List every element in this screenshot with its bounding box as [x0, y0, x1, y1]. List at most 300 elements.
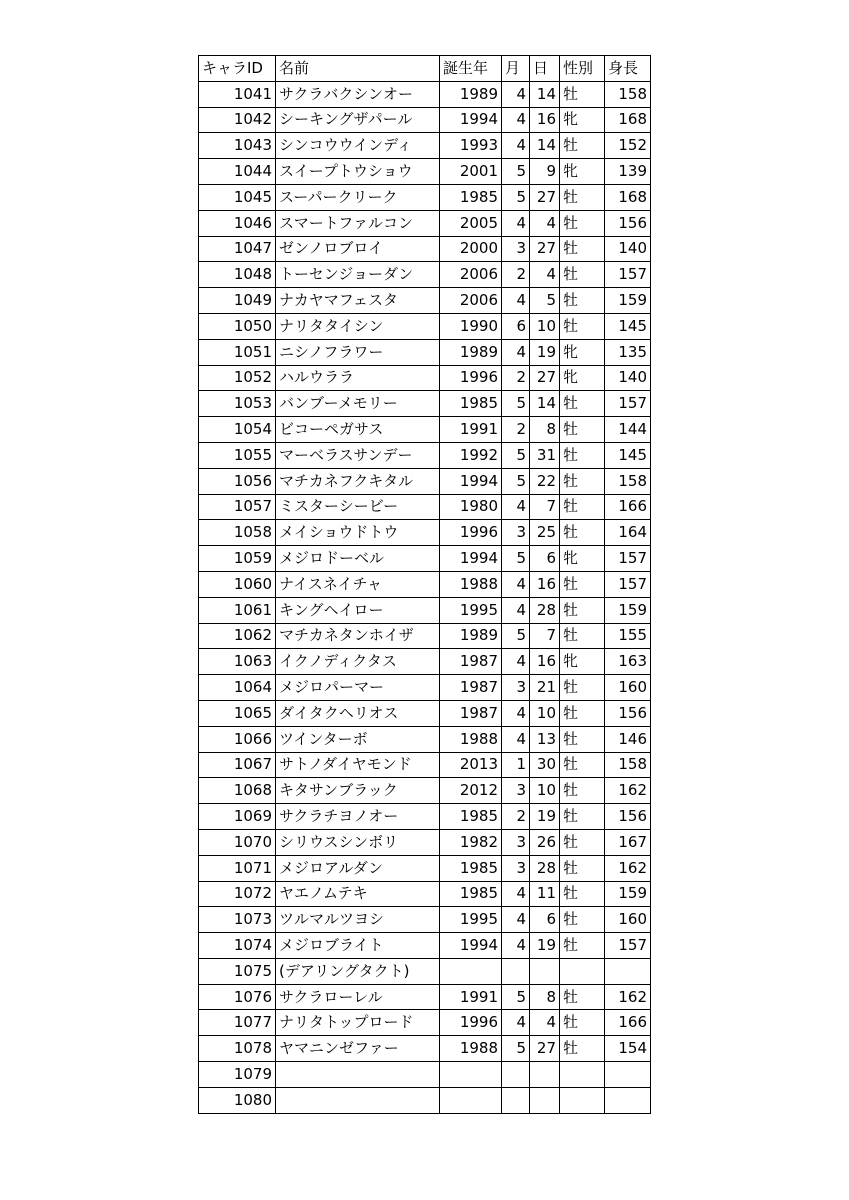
- day-cell[interactable]: 7: [530, 494, 560, 520]
- height-cell[interactable]: 145: [605, 313, 651, 339]
- month-cell[interactable]: 3: [502, 855, 530, 881]
- month-cell[interactable]: [502, 958, 530, 984]
- day-cell[interactable]: 14: [530, 133, 560, 159]
- birth-year-cell[interactable]: 1994: [440, 546, 502, 572]
- name-cell[interactable]: ダイタクヘリオス: [276, 700, 440, 726]
- header-cell-id[interactable]: キャラID: [199, 56, 276, 82]
- height-cell[interactable]: 159: [605, 597, 651, 623]
- day-cell[interactable]: 27: [530, 365, 560, 391]
- sex-cell[interactable]: 牝: [560, 339, 605, 365]
- name-cell[interactable]: ヤマニンゼファー: [276, 1036, 440, 1062]
- id-cell[interactable]: 1058: [199, 520, 276, 546]
- birth-year-cell[interactable]: 1987: [440, 649, 502, 675]
- header-cell-month[interactable]: 月: [502, 56, 530, 82]
- id-cell[interactable]: 1068: [199, 778, 276, 804]
- id-cell[interactable]: 1075: [199, 958, 276, 984]
- table-row: [199, 365, 651, 391]
- table-row: [199, 159, 651, 185]
- birth-year-cell[interactable]: 2006: [440, 288, 502, 314]
- month-cell[interactable]: 4: [502, 933, 530, 959]
- day-cell[interactable]: 27: [530, 236, 560, 262]
- id-cell[interactable]: 1070: [199, 829, 276, 855]
- day-cell[interactable]: 16: [530, 571, 560, 597]
- height-cell[interactable]: 160: [605, 675, 651, 701]
- sex-cell[interactable]: 牝: [560, 649, 605, 675]
- sex-cell[interactable]: 牡: [560, 1036, 605, 1062]
- month-cell[interactable]: 4: [502, 726, 530, 752]
- name-cell[interactable]: ハルウララ: [276, 365, 440, 391]
- height-cell[interactable]: 157: [605, 933, 651, 959]
- name-cell[interactable]: シリウスシンボリ: [276, 829, 440, 855]
- day-cell[interactable]: 4: [530, 210, 560, 236]
- id-cell[interactable]: 1053: [199, 391, 276, 417]
- id-cell[interactable]: 1080: [199, 1087, 276, 1113]
- height-cell[interactable]: 140: [605, 236, 651, 262]
- id-cell[interactable]: 1052: [199, 365, 276, 391]
- sex-cell[interactable]: 牝: [560, 365, 605, 391]
- table-row: [199, 726, 651, 752]
- month-cell[interactable]: 4: [502, 288, 530, 314]
- table-row: [199, 339, 651, 365]
- sex-cell[interactable]: [560, 958, 605, 984]
- month-cell[interactable]: 4: [502, 571, 530, 597]
- day-cell[interactable]: 28: [530, 855, 560, 881]
- id-cell[interactable]: 1057: [199, 494, 276, 520]
- name-cell[interactable]: シーキングザパール: [276, 107, 440, 133]
- name-cell[interactable]: ナリタタイシン: [276, 313, 440, 339]
- height-cell[interactable]: 168: [605, 107, 651, 133]
- height-cell[interactable]: 164: [605, 520, 651, 546]
- day-cell[interactable]: 7: [530, 623, 560, 649]
- day-cell[interactable]: 11: [530, 881, 560, 907]
- height-cell[interactable]: 156: [605, 700, 651, 726]
- id-cell[interactable]: 1056: [199, 468, 276, 494]
- sex-cell[interactable]: 牡: [560, 829, 605, 855]
- month-cell[interactable]: 3: [502, 778, 530, 804]
- id-cell[interactable]: 1047: [199, 236, 276, 262]
- name-cell[interactable]: ナリタトップロード: [276, 1010, 440, 1036]
- header-cell-height[interactable]: 身長: [605, 56, 651, 82]
- birth-year-cell[interactable]: [440, 1062, 502, 1088]
- sex-cell[interactable]: 牡: [560, 417, 605, 443]
- birth-year-cell[interactable]: 1985: [440, 391, 502, 417]
- id-cell[interactable]: 1050: [199, 313, 276, 339]
- sex-cell[interactable]: 牡: [560, 391, 605, 417]
- height-cell[interactable]: 168: [605, 184, 651, 210]
- name-cell[interactable]: メイショウドトウ: [276, 520, 440, 546]
- sex-cell[interactable]: 牡: [560, 210, 605, 236]
- birth-year-cell[interactable]: 2013: [440, 752, 502, 778]
- table-row: [199, 623, 651, 649]
- day-cell[interactable]: 30: [530, 752, 560, 778]
- height-cell[interactable]: 158: [605, 81, 651, 107]
- name-cell[interactable]: (デアリングタクト): [276, 958, 440, 984]
- month-cell[interactable]: 4: [502, 649, 530, 675]
- height-cell[interactable]: 162: [605, 778, 651, 804]
- name-cell[interactable]: [276, 1087, 440, 1113]
- sex-cell[interactable]: 牡: [560, 468, 605, 494]
- name-cell[interactable]: ニシノフラワー: [276, 339, 440, 365]
- sex-cell[interactable]: 牝: [560, 159, 605, 185]
- sex-cell[interactable]: 牡: [560, 855, 605, 881]
- name-cell[interactable]: ツルマルツヨシ: [276, 907, 440, 933]
- birth-year-cell[interactable]: 1989: [440, 339, 502, 365]
- month-cell[interactable]: 2: [502, 365, 530, 391]
- month-cell[interactable]: 4: [502, 107, 530, 133]
- birth-year-cell[interactable]: 1988: [440, 726, 502, 752]
- name-cell[interactable]: メジロパーマー: [276, 675, 440, 701]
- header-cell-birth-year[interactable]: 誕生年: [440, 56, 502, 82]
- day-cell[interactable]: 8: [530, 984, 560, 1010]
- sex-cell[interactable]: 牡: [560, 236, 605, 262]
- day-cell[interactable]: 13: [530, 726, 560, 752]
- height-cell[interactable]: 156: [605, 804, 651, 830]
- month-cell[interactable]: 2: [502, 262, 530, 288]
- height-cell[interactable]: 144: [605, 417, 651, 443]
- month-cell[interactable]: 3: [502, 520, 530, 546]
- birth-year-cell[interactable]: 2000: [440, 236, 502, 262]
- name-cell[interactable]: キングヘイロー: [276, 597, 440, 623]
- day-cell[interactable]: 5: [530, 288, 560, 314]
- sex-cell[interactable]: 牡: [560, 571, 605, 597]
- height-cell[interactable]: 140: [605, 365, 651, 391]
- height-cell[interactable]: 152: [605, 133, 651, 159]
- month-cell[interactable]: 5: [502, 1036, 530, 1062]
- name-cell[interactable]: スイープトウショウ: [276, 159, 440, 185]
- month-cell[interactable]: 4: [502, 133, 530, 159]
- height-cell[interactable]: 139: [605, 159, 651, 185]
- id-cell[interactable]: 1044: [199, 159, 276, 185]
- birth-year-cell[interactable]: 1987: [440, 675, 502, 701]
- month-cell[interactable]: [502, 1062, 530, 1088]
- day-cell[interactable]: 16: [530, 107, 560, 133]
- day-cell[interactable]: 10: [530, 778, 560, 804]
- month-cell[interactable]: 4: [502, 881, 530, 907]
- table-row: [199, 133, 651, 159]
- table-row: [199, 958, 651, 984]
- height-cell[interactable]: 157: [605, 546, 651, 572]
- height-cell[interactable]: 145: [605, 442, 651, 468]
- height-cell[interactable]: [605, 958, 651, 984]
- id-cell[interactable]: 1041: [199, 81, 276, 107]
- month-cell[interactable]: 5: [502, 546, 530, 572]
- sex-cell[interactable]: [560, 1087, 605, 1113]
- sex-cell[interactable]: 牡: [560, 623, 605, 649]
- day-cell[interactable]: 10: [530, 700, 560, 726]
- id-cell[interactable]: 1065: [199, 700, 276, 726]
- height-cell[interactable]: 157: [605, 262, 651, 288]
- birth-year-cell[interactable]: [440, 1087, 502, 1113]
- birth-year-cell[interactable]: 1980: [440, 494, 502, 520]
- name-cell[interactable]: トーセンジョーダン: [276, 262, 440, 288]
- day-cell[interactable]: 21: [530, 675, 560, 701]
- height-cell[interactable]: 156: [605, 210, 651, 236]
- sex-cell[interactable]: 牝: [560, 546, 605, 572]
- day-cell[interactable]: 28: [530, 597, 560, 623]
- birth-year-cell[interactable]: 2001: [440, 159, 502, 185]
- height-cell[interactable]: 158: [605, 468, 651, 494]
- id-cell[interactable]: 1079: [199, 1062, 276, 1088]
- day-cell[interactable]: 26: [530, 829, 560, 855]
- name-cell[interactable]: サクラバクシンオー: [276, 81, 440, 107]
- month-cell[interactable]: 4: [502, 907, 530, 933]
- header-cell-sex[interactable]: 性別: [560, 56, 605, 82]
- day-cell[interactable]: [530, 1087, 560, 1113]
- day-cell[interactable]: 19: [530, 804, 560, 830]
- header-cell-day[interactable]: 日: [530, 56, 560, 82]
- name-cell[interactable]: マチカネフクキタル: [276, 468, 440, 494]
- month-cell[interactable]: 4: [502, 210, 530, 236]
- month-cell[interactable]: 3: [502, 236, 530, 262]
- month-cell[interactable]: 6: [502, 313, 530, 339]
- height-cell[interactable]: [605, 1062, 651, 1088]
- sex-cell[interactable]: 牡: [560, 288, 605, 314]
- sex-cell[interactable]: 牡: [560, 700, 605, 726]
- table-row: [199, 313, 651, 339]
- month-cell[interactable]: 5: [502, 623, 530, 649]
- birth-year-cell[interactable]: 1994: [440, 468, 502, 494]
- id-cell[interactable]: 1077: [199, 1010, 276, 1036]
- id-cell[interactable]: 1059: [199, 546, 276, 572]
- height-cell[interactable]: 167: [605, 829, 651, 855]
- name-cell[interactable]: ゼンノロブロイ: [276, 236, 440, 262]
- id-cell[interactable]: 1054: [199, 417, 276, 443]
- name-cell[interactable]: サクラチヨノオー: [276, 804, 440, 830]
- birth-year-cell[interactable]: 1996: [440, 520, 502, 546]
- table-row: [199, 829, 651, 855]
- birth-year-cell[interactable]: 1996: [440, 1010, 502, 1036]
- height-cell[interactable]: 157: [605, 391, 651, 417]
- day-cell[interactable]: 6: [530, 546, 560, 572]
- birth-year-cell[interactable]: 1987: [440, 700, 502, 726]
- sex-cell[interactable]: 牡: [560, 313, 605, 339]
- id-cell[interactable]: 1066: [199, 726, 276, 752]
- birth-year-cell[interactable]: 1992: [440, 442, 502, 468]
- birth-year-cell[interactable]: 1989: [440, 81, 502, 107]
- birth-year-cell[interactable]: 2005: [440, 210, 502, 236]
- month-cell[interactable]: 5: [502, 984, 530, 1010]
- name-cell[interactable]: メジロブライト: [276, 933, 440, 959]
- sex-cell[interactable]: 牡: [560, 907, 605, 933]
- table-row: [199, 752, 651, 778]
- day-cell[interactable]: 16: [530, 649, 560, 675]
- birth-year-cell[interactable]: 1985: [440, 855, 502, 881]
- id-cell[interactable]: 1078: [199, 1036, 276, 1062]
- day-cell[interactable]: 14: [530, 391, 560, 417]
- height-cell[interactable]: 154: [605, 1036, 651, 1062]
- height-cell[interactable]: 162: [605, 984, 651, 1010]
- day-cell[interactable]: 4: [530, 262, 560, 288]
- birth-year-cell[interactable]: 1996: [440, 365, 502, 391]
- month-cell[interactable]: 2: [502, 804, 530, 830]
- month-cell[interactable]: [502, 1087, 530, 1113]
- month-cell[interactable]: 2: [502, 417, 530, 443]
- month-cell[interactable]: 5: [502, 468, 530, 494]
- day-cell[interactable]: 19: [530, 339, 560, 365]
- month-cell[interactable]: 3: [502, 675, 530, 701]
- sex-cell[interactable]: 牡: [560, 1010, 605, 1036]
- sex-cell[interactable]: 牡: [560, 442, 605, 468]
- birth-year-cell[interactable]: 1993: [440, 133, 502, 159]
- month-cell[interactable]: 4: [502, 700, 530, 726]
- name-cell[interactable]: キタサンブラック: [276, 778, 440, 804]
- name-cell[interactable]: ミスターシービー: [276, 494, 440, 520]
- table-row: [199, 778, 651, 804]
- name-cell[interactable]: ナカヤマフェスタ: [276, 288, 440, 314]
- name-cell[interactable]: メジロアルダン: [276, 855, 440, 881]
- month-cell[interactable]: 5: [502, 391, 530, 417]
- name-cell[interactable]: [276, 1062, 440, 1088]
- name-cell[interactable]: サトノダイヤモンド: [276, 752, 440, 778]
- id-cell[interactable]: 1055: [199, 442, 276, 468]
- height-cell[interactable]: [605, 1087, 651, 1113]
- birth-year-cell[interactable]: 2012: [440, 778, 502, 804]
- birth-year-cell[interactable]: 1994: [440, 933, 502, 959]
- id-cell[interactable]: 1051: [199, 339, 276, 365]
- sex-cell[interactable]: 牡: [560, 726, 605, 752]
- sex-cell[interactable]: 牡: [560, 184, 605, 210]
- id-cell[interactable]: 1042: [199, 107, 276, 133]
- month-cell[interactable]: 5: [502, 184, 530, 210]
- day-cell[interactable]: 14: [530, 81, 560, 107]
- birth-year-cell[interactable]: 1991: [440, 984, 502, 1010]
- sex-cell[interactable]: 牝: [560, 107, 605, 133]
- id-cell[interactable]: 1071: [199, 855, 276, 881]
- height-cell[interactable]: 163: [605, 649, 651, 675]
- birth-year-cell[interactable]: 1985: [440, 184, 502, 210]
- id-cell[interactable]: 1045: [199, 184, 276, 210]
- name-cell[interactable]: シンコウウインディ: [276, 133, 440, 159]
- id-cell[interactable]: 1072: [199, 881, 276, 907]
- name-cell[interactable]: スーパークリーク: [276, 184, 440, 210]
- id-cell[interactable]: 1076: [199, 984, 276, 1010]
- day-cell[interactable]: 27: [530, 1036, 560, 1062]
- birth-year-cell[interactable]: 1989: [440, 623, 502, 649]
- month-cell[interactable]: 4: [502, 494, 530, 520]
- day-cell[interactable]: 9: [530, 159, 560, 185]
- sex-cell[interactable]: 牡: [560, 133, 605, 159]
- table-row: [199, 700, 651, 726]
- id-cell[interactable]: 1069: [199, 804, 276, 830]
- sex-cell[interactable]: 牡: [560, 933, 605, 959]
- height-cell[interactable]: 135: [605, 339, 651, 365]
- id-cell[interactable]: 1046: [199, 210, 276, 236]
- birth-year-cell[interactable]: 1994: [440, 107, 502, 133]
- name-cell[interactable]: マチカネタンホイザ: [276, 623, 440, 649]
- sex-cell[interactable]: 牡: [560, 804, 605, 830]
- id-cell[interactable]: 1073: [199, 907, 276, 933]
- height-cell[interactable]: 146: [605, 726, 651, 752]
- birth-year-cell[interactable]: 1982: [440, 829, 502, 855]
- birth-year-cell[interactable]: 1985: [440, 881, 502, 907]
- sex-cell[interactable]: 牡: [560, 675, 605, 701]
- month-cell[interactable]: 4: [502, 81, 530, 107]
- name-cell[interactable]: ヤエノムテキ: [276, 881, 440, 907]
- birth-year-cell[interactable]: 1985: [440, 804, 502, 830]
- month-cell[interactable]: 4: [502, 1010, 530, 1036]
- sex-cell[interactable]: 牡: [560, 81, 605, 107]
- month-cell[interactable]: 3: [502, 829, 530, 855]
- height-cell[interactable]: 166: [605, 1010, 651, 1036]
- name-cell[interactable]: マーベラスサンデー: [276, 442, 440, 468]
- day-cell[interactable]: 4: [530, 1010, 560, 1036]
- sex-cell[interactable]: 牡: [560, 778, 605, 804]
- sex-cell[interactable]: [560, 1062, 605, 1088]
- birth-year-cell[interactable]: 1990: [440, 313, 502, 339]
- sex-cell[interactable]: 牡: [560, 520, 605, 546]
- name-cell[interactable]: ツインターボ: [276, 726, 440, 752]
- id-cell[interactable]: 1067: [199, 752, 276, 778]
- id-cell[interactable]: 1048: [199, 262, 276, 288]
- month-cell[interactable]: 4: [502, 597, 530, 623]
- id-cell[interactable]: 1062: [199, 623, 276, 649]
- birth-year-cell[interactable]: 1995: [440, 907, 502, 933]
- table-row: [199, 984, 651, 1010]
- day-cell[interactable]: 6: [530, 907, 560, 933]
- birth-year-cell[interactable]: 2006: [440, 262, 502, 288]
- name-cell[interactable]: サクラローレル: [276, 984, 440, 1010]
- birth-year-cell[interactable]: [440, 958, 502, 984]
- height-cell[interactable]: 155: [605, 623, 651, 649]
- height-cell[interactable]: 166: [605, 494, 651, 520]
- id-cell[interactable]: 1063: [199, 649, 276, 675]
- height-cell[interactable]: 159: [605, 288, 651, 314]
- birth-year-cell[interactable]: 1988: [440, 1036, 502, 1062]
- birth-year-cell[interactable]: 1991: [440, 417, 502, 443]
- month-cell[interactable]: 1: [502, 752, 530, 778]
- name-cell[interactable]: ビコーペガサス: [276, 417, 440, 443]
- id-cell[interactable]: 1043: [199, 133, 276, 159]
- name-cell[interactable]: スマートファルコン: [276, 210, 440, 236]
- day-cell[interactable]: 25: [530, 520, 560, 546]
- day-cell[interactable]: 10: [530, 313, 560, 339]
- name-cell[interactable]: イクノディクタス: [276, 649, 440, 675]
- month-cell[interactable]: 4: [502, 339, 530, 365]
- sex-cell[interactable]: 牡: [560, 984, 605, 1010]
- sex-cell[interactable]: 牡: [560, 494, 605, 520]
- name-cell[interactable]: バンブーメモリー: [276, 391, 440, 417]
- birth-year-cell[interactable]: 1995: [440, 597, 502, 623]
- height-cell[interactable]: 160: [605, 907, 651, 933]
- id-cell[interactable]: 1064: [199, 675, 276, 701]
- month-cell[interactable]: 5: [502, 159, 530, 185]
- birth-year-cell[interactable]: 1988: [440, 571, 502, 597]
- name-cell[interactable]: ナイスネイチャ: [276, 571, 440, 597]
- name-cell[interactable]: メジロドーベル: [276, 546, 440, 572]
- height-cell[interactable]: 157: [605, 571, 651, 597]
- day-cell[interactable]: 19: [530, 933, 560, 959]
- sex-cell[interactable]: 牡: [560, 262, 605, 288]
- header-cell-name[interactable]: 名前: [276, 56, 440, 82]
- day-cell[interactable]: 8: [530, 417, 560, 443]
- height-cell[interactable]: 162: [605, 855, 651, 881]
- sex-cell[interactable]: 牡: [560, 881, 605, 907]
- day-cell[interactable]: 22: [530, 468, 560, 494]
- day-cell[interactable]: 27: [530, 184, 560, 210]
- month-cell[interactable]: 5: [502, 442, 530, 468]
- day-cell[interactable]: 31: [530, 442, 560, 468]
- height-cell[interactable]: 159: [605, 881, 651, 907]
- id-cell[interactable]: 1074: [199, 933, 276, 959]
- height-cell[interactable]: 158: [605, 752, 651, 778]
- id-cell[interactable]: 1049: [199, 288, 276, 314]
- sex-cell[interactable]: 牡: [560, 752, 605, 778]
- id-cell[interactable]: 1060: [199, 571, 276, 597]
- day-cell[interactable]: [530, 1062, 560, 1088]
- id-cell[interactable]: 1061: [199, 597, 276, 623]
- sex-cell[interactable]: 牡: [560, 597, 605, 623]
- day-cell[interactable]: [530, 958, 560, 984]
